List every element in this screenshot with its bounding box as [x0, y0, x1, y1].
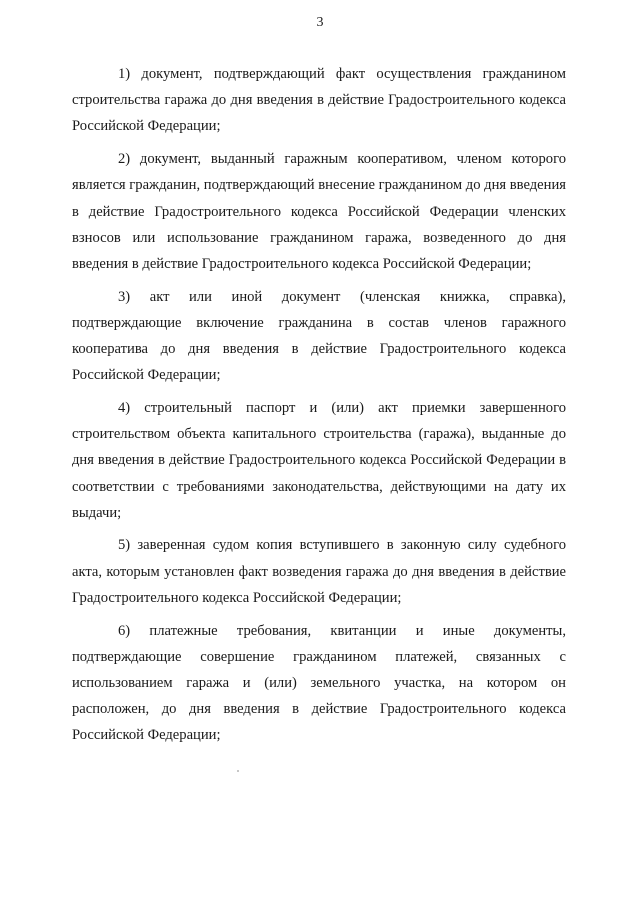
list-item-2: 2) документ, выданный гаражным кооперативом, членом которого является гражданин, подтверждающий внесение гражданином до дня введения в действие Градостроительного кодекса Российской Федерации членских взносов или использование гражданином гаража, возведенного до дня введения в действие Градостроительного кодекса Российской Федерации;	[72, 151, 566, 272]
list-item-1: 1) документ, подтверждающий факт осуществления гражданином строительства гаража до дня введения в действие Градостроительного кодекса Российской Федерации;	[72, 66, 566, 135]
scan-speck	[237, 770, 239, 772]
list-item-3: 3) акт или иной документ (членская книжка, справка), подтверждающие включение гражданина в состав членов гаражного кооператива до дня введения в действие Градостроительного кодекса Российской Федерации;	[72, 288, 566, 384]
list-item-5: 5) заверенная судом копия вступившего в законную силу судебного акта, которым установлен факт возведения гаража до дня введения в действие Градостроительного кодекса Российской Федерации;	[72, 537, 566, 606]
document-body	[72, 61, 566, 755]
page-number: 3	[316, 15, 324, 30]
list-item-4: 4) строительный паспорт и (или) акт приемки завершенного строительством объекта капитального строительства (гаража), выданные до дня введения в действие Градостроительного кодекса Российской Федерации в соответствии с требованиями законодательства, действующими на дату их выдачи;	[72, 399, 566, 521]
list-item-6: 6) платежные требования, квитанции и иные документы, подтверждающие совершение гражданином платежей, связанных с использованием гаража и (или) земельного участка, на котором он расположен, до дня введения в действие Градостроительного кодекса Российской Федерации;	[72, 622, 566, 744]
